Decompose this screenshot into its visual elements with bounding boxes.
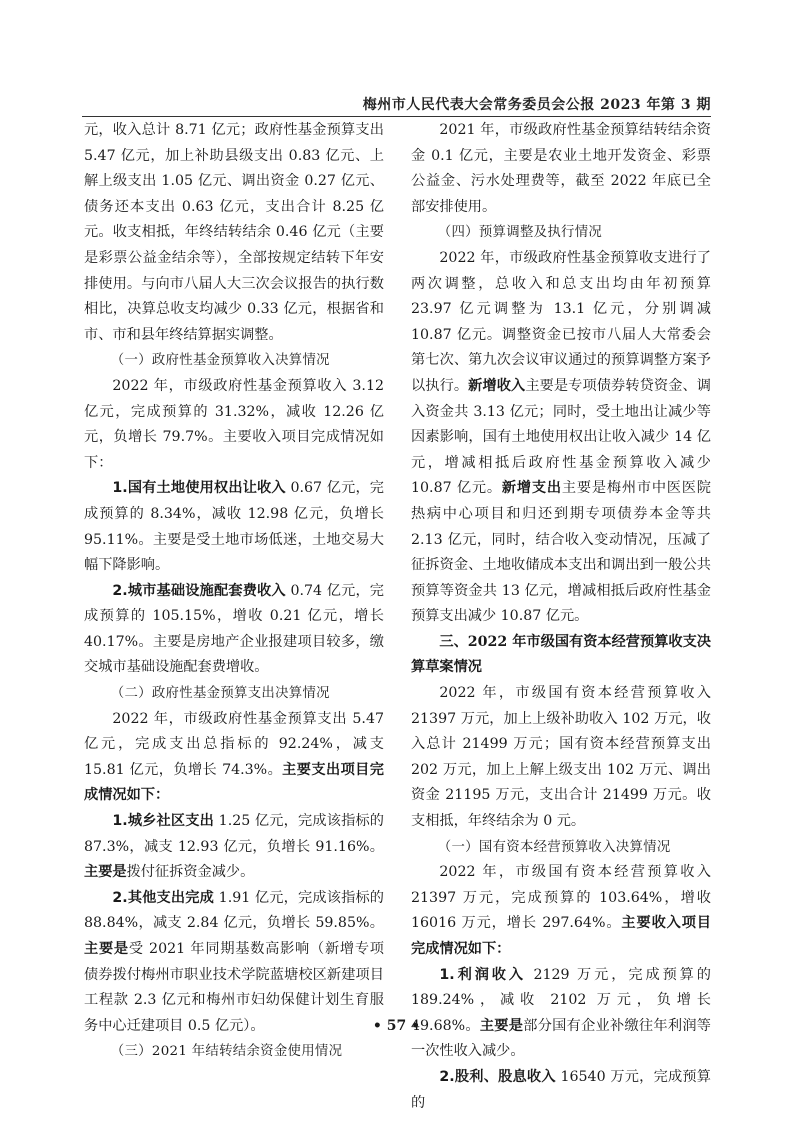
paragraph-text: 拨付征拆资金减少。 — [126, 864, 255, 881]
header-divider — [82, 116, 711, 117]
bold-label: 新增收入 — [468, 377, 526, 394]
paragraph — [84, 579, 384, 681]
paragraph: 2022 年，市级政府性基金预算收入 3.12 亿元，完成预算的 31.32%，减收 12.26 亿元，负增长 79.7%。主要收入项目完成情况如下： — [84, 377, 384, 471]
paragraph — [411, 246, 711, 630]
bold-label: 2.股利、股息收入 — [439, 1068, 556, 1085]
paragraph-text: 2129 万元，完成预算的 189.24%，减收 2102 万元，负增长 49.68%。 — [411, 966, 711, 1034]
left-column — [84, 118, 384, 1065]
subsection-heading: （二）政府性基金预算支出决算情况 — [110, 686, 330, 702]
paragraph-text: 0.67 亿元，完成预算的 8.34%，减收 12.98 亿元，负增长 95.11%。主要是受土地市场低迷，土地交易大幅下降影响。 — [84, 480, 384, 574]
paragraph: 2021 年，市级政府性基金预算结转结余资金 0.1 亿元，主要是农业土地开发资金、彩票公益金、污水处理费等，截至 2022 年底已全部安排使用。 — [411, 122, 711, 215]
bold-label: 主要支出项目完成情况如下： — [84, 761, 384, 804]
subsection-heading: （一）国有资本经营预算收入决算情况 — [437, 839, 671, 855]
paragraph — [411, 860, 711, 962]
paragraph-text: 2022 年，市级国有资本经营预算收入 21397 万元，完成预算的 103.64%，增收 16016 万元，增长 297.64%。 — [411, 864, 711, 932]
paragraph — [84, 476, 384, 578]
bold-label: 2.其他支出完成 — [112, 889, 214, 906]
paragraph — [411, 963, 711, 1065]
paragraph — [84, 809, 384, 886]
page-number: • 57 • — [372, 1018, 421, 1034]
bold-label: 主要是 — [84, 864, 127, 881]
paragraph-text: 主要是梅州市中医医院热病中心项目和归还到期专项债券本金等共 2.13 亿元，同时，结合收入变动情况，压减了征拆资金、土地收储成本支出和调出到一般公共预算等资金共 13 亿元，增减相抵后政府性基金预算支出减少 10.87 亿元。 — [411, 480, 711, 625]
bold-label: 1.国有土地使用权出让收入 — [112, 480, 286, 497]
subsection-heading: （一）政府性基金预算收入决算情况 — [110, 353, 330, 369]
paragraph-text: 2022 年，市级政府性基金预算支出 5.47 亿元，完成支出总指标的 92.24%，减支 15.81 亿元，负增长 74.3%。 — [84, 710, 384, 778]
paragraph-text: 主要是专项债券转贷资金、调入资金共 3.13 亿元；同时，受土地出让减少等因素影响，国有土地使用权出让收入减少 14 亿元，增减相抵后政府性基金预算收入减少 10.87 亿元。 — [411, 377, 711, 497]
paragraph: 2022 年，市级国有资本经营预算收入 21397 万元，加上上级补助收入 102 万元，收入总计 21499 万元；国有资本经营预算支出 202 万元，加上上解上级支出 102 万元、调出资金 21195 万元，支出合计 21499 万元。收支相抵，年终结余为 0 元。 — [411, 685, 711, 830]
section-heading: 三、2022 年市级国有资本经营预算收支决算草案情况 — [411, 633, 711, 676]
right-column — [411, 118, 711, 1116]
bold-label: 新增支出 — [501, 480, 562, 497]
paragraph-text: 1.91 亿元，完成该指标的 88.84%，减支 2.84 亿元，负增长 59.85%。 — [84, 889, 384, 932]
bold-label: 主要是 — [84, 941, 129, 957]
subsection-heading: （四）预算调整及执行情况 — [437, 225, 603, 241]
paragraph — [84, 707, 384, 809]
bold-label: 2.城市基础设施配套费收入 — [112, 582, 286, 599]
paragraph-text: 2022 年，市级政府性基金预算收支进行了两次调整，总收入和总支出均由年初预算 23.97 亿元调整为 13.1 亿元，分别调减 10.87 亿元。调整资金已按市八届人大常委会第七次、第九次会议审议通过的预算调整方案予以执行。 — [411, 249, 711, 394]
paragraph: 元，收入总计 8.71 亿元；政府性基金预算支出 5.47 亿元，加上补助县级支出 0.83 亿元、上解上级支出 1.05 亿元、调出资金 0.27 亿元、债务还本支出 0.63 亿元，支出合计 8.25 亿元。收支相抵，年终结转结余 0.46 亿元（主要是彩票公益金结余等），全部按规定结转下年安排使用。与向市八届人大三次会议报告的执行数相比，决算总收支均减少 0.33 亿元，根据省和市、市和县年终结算据实调整。 — [84, 122, 384, 343]
bold-label: 1.利润收入 — [439, 966, 527, 983]
paragraph-text: 16540 万元，完成预算的 — [411, 1068, 711, 1111]
paragraph-text: 1.25 亿元，完成该指标的 87.3%，减支 12.93 亿元，负增长 91.16%。 — [84, 813, 384, 855]
paragraph-text: 0.74 亿元，完成预算的 105.15%，增收 0.21 亿元，增长 40.17%。主要是房地产企业报建项目较多，缴交城市基础设施配套费增收。 — [84, 582, 384, 676]
paragraph — [411, 1065, 711, 1116]
subsection-heading: （三）2021 年结转结余资金使用情况 — [110, 1044, 343, 1060]
paragraph — [84, 886, 384, 1040]
bold-label: 主要是 — [479, 1017, 524, 1034]
bold-label: 1.城乡社区支出 — [112, 813, 214, 830]
paragraph-text: 部分国有企业补缴往年利润等一次性收入减少。 — [411, 1017, 711, 1060]
journal-header: 梅州市人民代表大会常务委员会公报 2023 年第 3 期 — [362, 97, 711, 113]
bold-label: 主要收入项目完成情况如下： — [411, 915, 711, 957]
paragraph-text: 受 2021 年同期基数高影响（新增专项债券拨付梅州市职业技术学院蓝塘校区新建项目工程款 2.3 亿元和梅州市妇幼保健计划生育服务中心迁建项目 0.5 亿元）。 — [84, 941, 384, 1034]
